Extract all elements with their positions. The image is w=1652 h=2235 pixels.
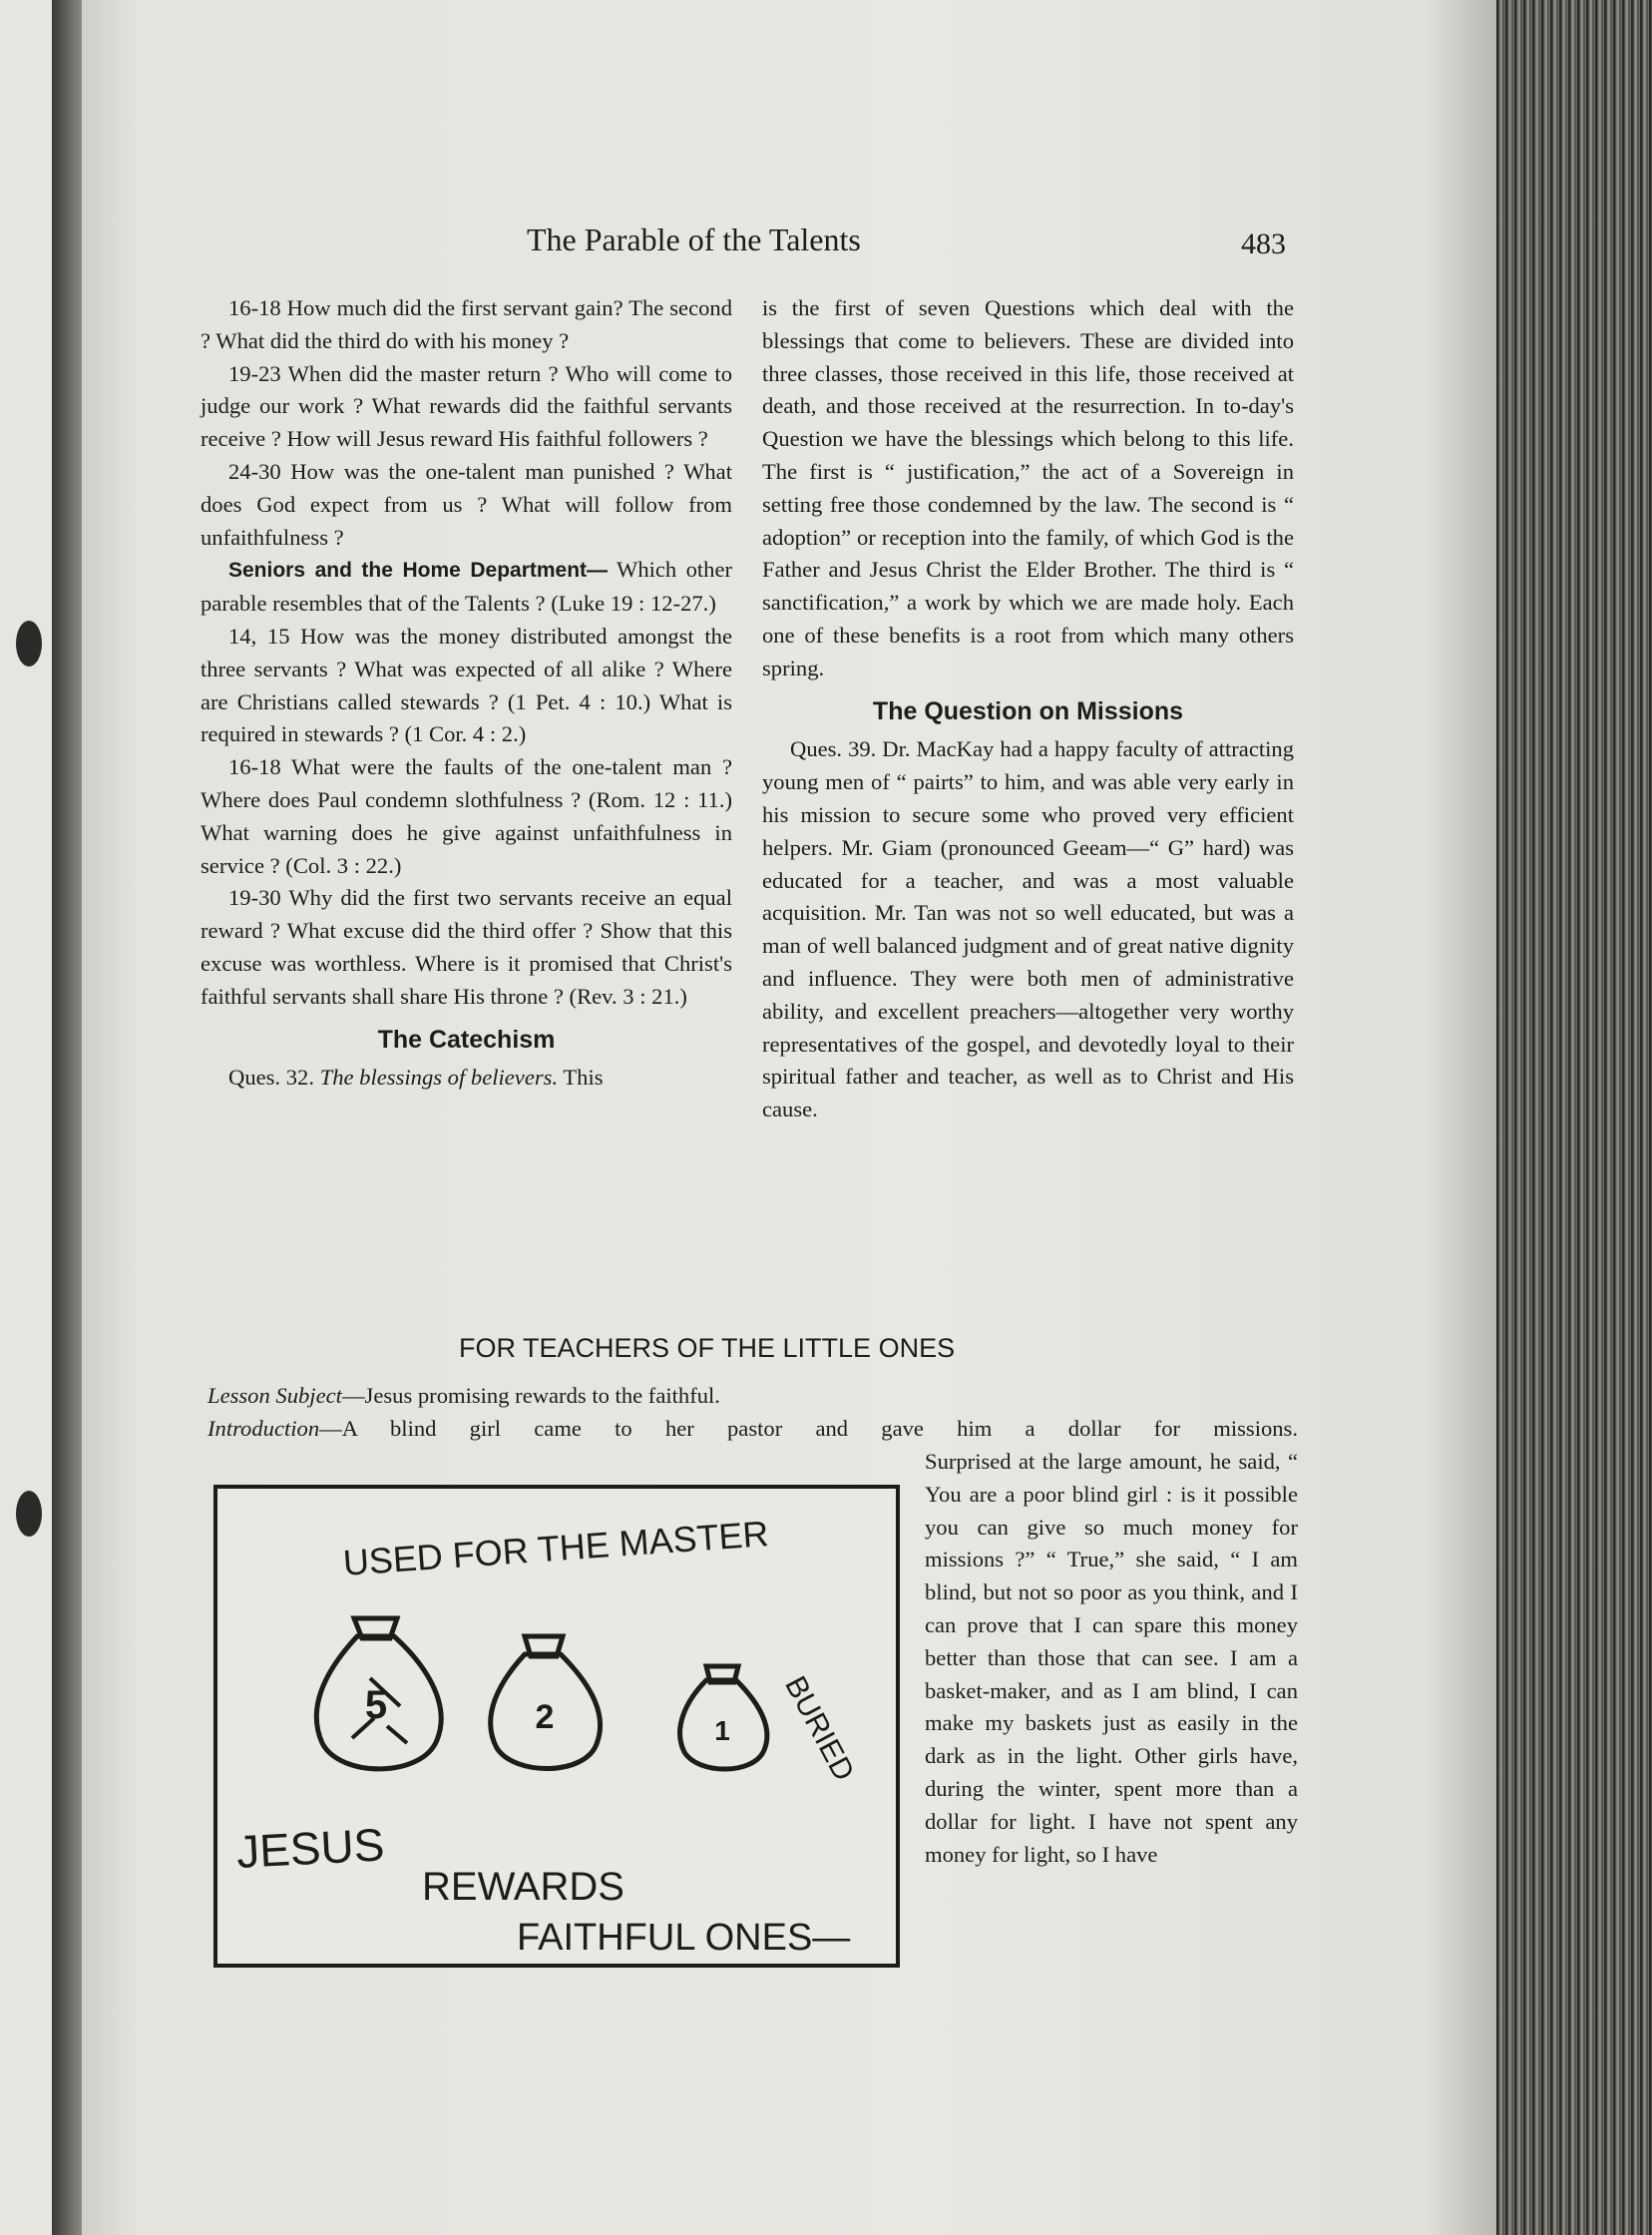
illus-side-caption: BURIED [778, 1670, 861, 1787]
question-paragraph: 16-18 What were the faults of the one-talent man ? Where does Paul condemn slothfulness ? (Rom. 12 : 11.) What warning does he give against unfaithfulness in service ? (Col. 3 : 22.) [201, 754, 732, 878]
page-number: 483 [1241, 227, 1286, 260]
question-paragraph: 19-30 Why did the first two servants receive an equal reward ? What excuse did the third offer ? Show that this excuse was worthless. Where is it promised that Christ's faithful servants shall share His throne ? (Rev. 3 : 21.) [201, 885, 732, 1009]
facing-page-edge [0, 0, 52, 2235]
money-bag-icon [680, 1666, 767, 1769]
binding-hole [16, 621, 42, 667]
little-ones-heading: FOR TEACHERS OF THE LITTLE ONES [459, 1333, 956, 1363]
missions-heading: The Question on Missions [872, 696, 1184, 725]
bag-label: 2 [535, 1698, 555, 1736]
question-paragraph: 16-18 How much did the first servant gain? The second ? What did the third do with his money ? [201, 295, 732, 353]
right-column [762, 292, 1294, 1126]
question-paragraph: 24-30 How was the one-talent man punished ? What does God expect from us ? What will follow from unfaithfulness ? [201, 458, 732, 550]
running-title: The Parable of the Talents [527, 222, 861, 257]
missions-paragraph: Ques. 39. Dr. MacKay had a happy faculty of attracting young men of “ pairts” to him, and was able very early in his mission to secure some who proved very efficient helpers. Mr. Giam (pronounced Geeam—“ G” hard) was educated for a teacher, and was a most valuable acquisition. Mr. Tan was not so well educated, but was a man of well balanced judgment and of great native dignity and influence. They were both men of administrative ability, and excellent preachers—altogether very worthy representatives of the gospel, and devotedly loyal to their spiritual father and teacher, as well as to Christ and His cause. [762, 736, 1294, 1122]
lesson-text: —Jesus promising rewards to the faithful. [341, 1383, 720, 1408]
illus-line-faithful: FAITHFUL ONES— [517, 1917, 851, 1959]
introduction-line [207, 1413, 1298, 1445]
left-column [201, 292, 732, 1095]
question-paragraph: 19-23 When did the master return ? Who will come to judge our work ? What rewards did the faithful servants receive ? How will Jesus reward His faithful followers ? [201, 360, 732, 452]
money-bag-icon [316, 1618, 441, 1769]
question-paragraph: 14, 15 How was the money distributed amongst the three servants ? What was expected of all alike ? Where are Christians called stewards ? (1 Pet. 4 : 10.) What is required in stewards ? (1 Cor. 4 : 2.) [201, 623, 732, 747]
talents-illustration [213, 1485, 900, 1968]
lesson-label: Lesson Subject [207, 1383, 342, 1408]
lesson-subject-line [207, 1380, 720, 1412]
page-stack-edges [1496, 0, 1652, 2235]
catechism-heading: The Catechism [377, 1025, 556, 1054]
question-text: This [563, 1065, 604, 1091]
illus-line-rewards: REWARDS [422, 1865, 624, 1909]
catechism-question [201, 1062, 732, 1095]
catechism-continuation: is the first of seven Questions which deal with the blessings that come to believers. These are divided into three classes, those received in this life, those received at death, and those received at the resurrection. In to-day's Question we have the blessings which belong to this life. The first is “ justification,” the act of a Sovereign in setting free those condemned by the law. The second is “ adoption” or reception into the family, of which God is the Father and Jesus Christ the Elder Brother. The third is “ sanctification,” a work by which we are made holy. Each one of these benefits is a root from which many others spring. [762, 295, 1294, 680]
illus-line-jesus: JESUS [234, 1818, 386, 1878]
binding-hole [16, 1491, 42, 1537]
seniors-paragraph [201, 554, 732, 621]
intro-label: Introduction [207, 1416, 320, 1441]
question-title: The blessings of believers. [319, 1065, 559, 1091]
story-text: Surprised at the large amount, he said, “ You are a poor blind girl : is it possible you can give so much money for missions ?” “ True,” she said, “ I am blind, but not so poor as you think, and I can prove that I can spare this money better than those that can see. I am a basket-maker, and as I am blind, I can make my baskets just as easily in the dark as in the light. Other girls have, during the winter, spent more than a dollar for light. I have not spent any money for light, so I have [925, 1449, 1298, 1867]
bag-label: 5 [364, 1683, 388, 1727]
runin-heading: Seniors and the Home Department— [228, 559, 609, 583]
gutter-shadow [52, 0, 82, 2235]
bag-label: 1 [714, 1715, 730, 1746]
runin-text: Which other parable resembles that of the Talents ? (Luke 19 : 12-27.) [201, 557, 732, 617]
illus-top-caption: USED FOR THE MASTER [341, 1513, 770, 1583]
intro-text: —A blind girl came to her pastor and gave him a dollar for missions. [319, 1416, 1298, 1441]
money-bag-icon [491, 1636, 601, 1769]
question-label: Ques. 32. [228, 1065, 314, 1091]
